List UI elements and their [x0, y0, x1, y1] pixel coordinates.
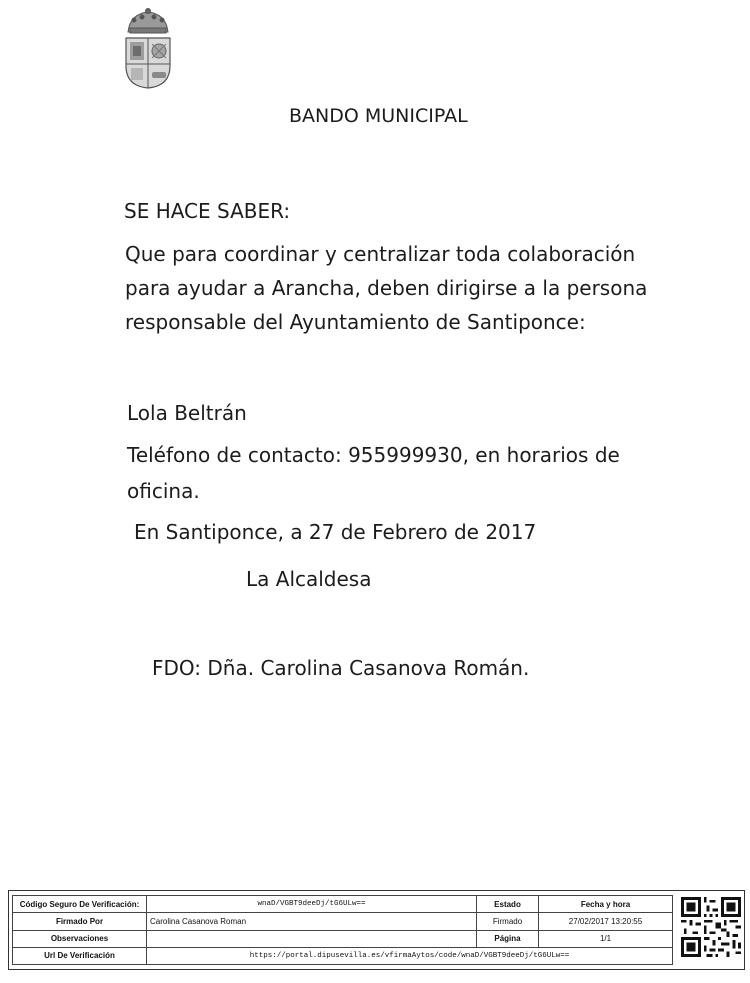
verification-table — [12, 895, 673, 965]
estado-label: Estado — [477, 896, 539, 913]
pagina-label: Página — [477, 930, 539, 947]
pagina-value: 1/1 — [539, 930, 673, 947]
place-date: En Santiponce, a 27 de Febrero de 2017 — [134, 520, 537, 544]
firmado-por-label: Firmado Por — [13, 913, 147, 930]
csv-label: Código Seguro De Verificación: — [13, 896, 147, 913]
paragraph-line: para ayudar a Arancha, deben dirigirse a la persona — [125, 276, 648, 300]
contact-name: Lola Beltrán — [127, 401, 247, 425]
qr-code-icon — [681, 897, 741, 957]
firmado-por-value: Carolina Casanova Roman — [147, 913, 477, 930]
paragraph-line: responsable del Ayuntamiento de Santiponce: — [125, 310, 586, 334]
observaciones-value — [147, 930, 477, 947]
coat-of-arms-icon — [120, 8, 176, 90]
phone-line: Teléfono de contacto: 955999930, en horarios de — [127, 443, 620, 467]
paragraph-line: Que para coordinar y centralizar toda colaboración — [125, 242, 636, 266]
url-label: Url De Verificación — [13, 947, 147, 964]
signer-title: La Alcaldesa — [246, 567, 372, 591]
observaciones-label: Observaciones — [13, 930, 147, 947]
fecha-label: Fecha y hora — [539, 896, 673, 913]
csv-value: wnaD/VGBT9deeDj/tG6ULw== — [147, 896, 477, 913]
intro-heading: SE HACE SABER: — [124, 199, 291, 223]
verification-footer — [8, 890, 745, 970]
signature-line: FDO: Dña. Carolina Casanova Román. — [152, 656, 530, 680]
phone-line: oficina. — [127, 479, 200, 503]
fecha-value: 27/02/2017 13:20:55 — [539, 913, 673, 930]
document-title: BANDO MUNICIPAL — [289, 105, 468, 127]
estado-value: Firmado — [477, 913, 539, 930]
url-value[interactable]: https://portal.dipusevilla.es/vfirmaAytos/code/wnaD/VGBT9deeDj/tG6ULw== — [147, 947, 673, 964]
